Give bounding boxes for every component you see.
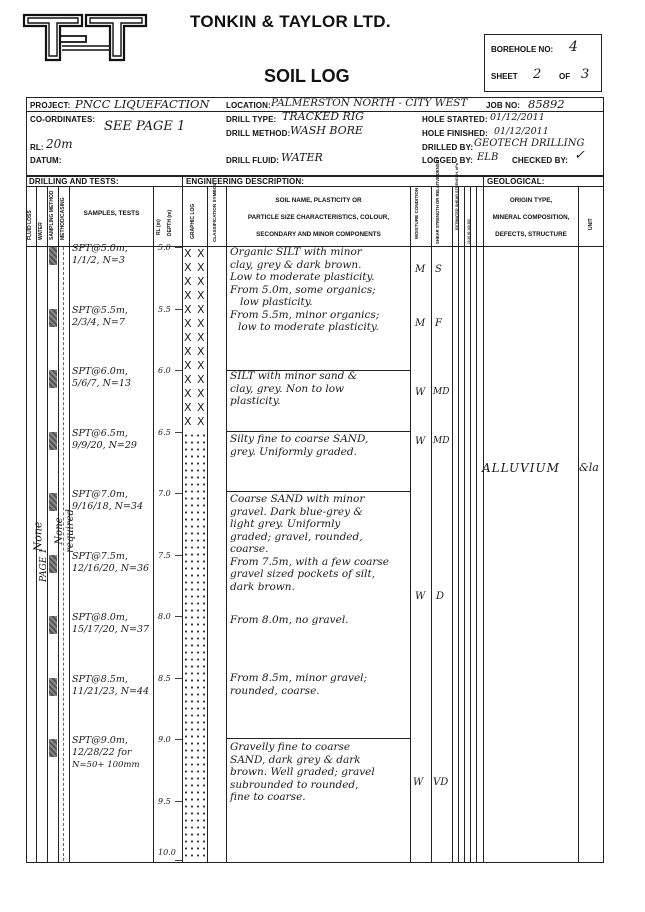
description-silty-sand <box>230 433 410 458</box>
hole-started-value: 01/12/2011 <box>490 112 545 123</box>
spt-marker <box>49 247 57 265</box>
sheet-label: SHEET <box>491 72 518 81</box>
col-graphic-log: GRAPHIC LOG <box>190 203 196 239</box>
depth-label: 10.0 <box>158 848 176 857</box>
density-value: D <box>436 591 445 602</box>
col-moisture: MOISTURE CONDITION <box>414 187 419 239</box>
desc-line: light grey. Uniformly <box>230 518 341 530</box>
engineering-section-title: ENGINEERING DESCRIPTION: <box>186 177 304 186</box>
col-origin <box>484 192 578 243</box>
graphic-log <box>183 247 207 861</box>
sample-line: 9/16/18, N=34 <box>72 501 144 512</box>
depth-label: 6.5 <box>158 427 171 437</box>
description-organic-silt <box>230 246 410 334</box>
desc-line: clay, grey & dark brown. <box>230 258 362 271</box>
depth-label: 9.0 <box>158 735 171 744</box>
sample-line: N=50+ 100mm <box>72 760 140 770</box>
sample-line: SPT@9.0m, <box>72 735 128 746</box>
description-8-5m <box>230 672 410 697</box>
job-number-value: 85892 <box>528 97 565 111</box>
company-name: TONKIN & TAYLOR LTD. <box>190 12 391 31</box>
col-soil-line1: SOIL NAME, PLASTICITY OR <box>275 197 362 204</box>
col-water: WATER <box>38 222 44 240</box>
sample-line: SPT@8.5m, <box>72 673 128 685</box>
col-classification: CLASSIFICATION SYMBOL <box>212 182 217 242</box>
desc-line: dark brown. <box>230 580 295 593</box>
density-value: MD <box>433 387 450 397</box>
desc-line: Low to moderate plasticity. <box>230 271 375 283</box>
col-shear-relative: SHEAR STRENGTH OR RELATIVE DENSITY <box>435 156 440 244</box>
description-gravelly-sand <box>230 741 410 804</box>
project-label: PROJECT: <box>30 101 71 110</box>
description-8m <box>230 614 410 627</box>
desc-line: Organic SILT with minor <box>230 246 362 258</box>
desc-line: low to moderate plasticity. <box>238 321 379 333</box>
depth-label: 8.0 <box>158 612 171 621</box>
depth-tick <box>175 801 182 802</box>
sheet-number: 2 <box>533 67 542 82</box>
desc-line: Gravelly fine to coarse <box>230 741 351 753</box>
desc-line: clay, grey. Non to low <box>230 382 345 395</box>
spt-marker <box>49 739 57 757</box>
moisture-value: W <box>415 436 426 447</box>
sample-entry <box>72 489 154 513</box>
geology-unit: &la <box>579 461 599 474</box>
sample-line: 12/28/22 for <box>72 747 132 758</box>
depth-label: 7.5 <box>158 550 171 560</box>
col-estimated-shear: ESTIMATED SHEAR STRENGTH, kPa <box>455 163 459 230</box>
rl-label: RL: <box>30 143 44 152</box>
sample-entry <box>72 551 154 575</box>
spt-marker <box>49 432 57 450</box>
sample-line: SPT@6.0m, <box>72 366 128 377</box>
drill-type-value: TRACKED RIG <box>282 110 364 123</box>
sample-line: SPT@7.0m, <box>72 489 128 500</box>
depth-tick <box>175 860 182 861</box>
drilled-by-value: GEOTECH DRILLING <box>474 138 585 149</box>
job-number-label: JOB NO: <box>486 101 521 110</box>
desc-line: gravel sized pockets of silt, <box>230 568 376 580</box>
density-value: MD <box>433 436 450 446</box>
depth-tick <box>175 370 182 371</box>
description-silt <box>230 370 410 408</box>
spt-marker <box>49 616 57 634</box>
col-method-casing: METHOD/CASING <box>60 197 66 240</box>
casing-note: None required <box>54 509 76 553</box>
document-title: SOIL LOG <box>264 66 350 86</box>
depth-tick <box>175 493 182 494</box>
depth-label: 5.0 <box>158 243 171 252</box>
desc-line: rounded, coarse. <box>230 684 320 697</box>
sample-entry <box>72 612 154 636</box>
col-samples-tests: SAMPLES, TESTS <box>83 210 140 217</box>
drill-fluid-label: DRILL FLUID: <box>226 156 280 165</box>
depth-label: 9.5 <box>158 796 171 806</box>
desc-line: SILT with minor sand & <box>230 370 358 382</box>
coordinates-label: CO-ORDINATES: <box>30 115 96 124</box>
sample-entry <box>72 674 154 698</box>
company-logo <box>22 12 148 70</box>
silt-pattern: X X X X X X X X X X X X X X X X X X X X X X X X X X <box>184 247 206 428</box>
drill-method-label: DRILL METHOD: <box>226 129 291 138</box>
depth-tick <box>175 678 182 679</box>
logged-by-value: ELB <box>477 152 499 163</box>
location-value: PALMERSTON NORTH - CITY WEST <box>271 97 468 109</box>
sample-line: 1/1/2, N=3 <box>72 255 125 266</box>
drill-fluid-value: WATER <box>281 151 323 164</box>
borehole-number: 4 <box>569 39 578 55</box>
desc-line: coarse. <box>230 543 269 555</box>
sample-entry <box>72 243 154 267</box>
desc-line: subrounded to rounded, <box>230 778 359 791</box>
col-rl: RL (m) <box>156 219 162 235</box>
col-soil-description <box>228 192 409 243</box>
moisture-value: W <box>413 777 424 788</box>
desc-line: low plasticity. <box>240 296 313 308</box>
coordinates-value: SEE PAGE 1 <box>104 119 186 134</box>
sample-line: 15/17/20, N=37 <box>72 624 150 635</box>
desc-line: brown. Well graded; gravel <box>230 766 375 778</box>
sample-line: 9/9/20, N=29 <box>72 439 137 451</box>
sample-line: 12/16/20, N=36 <box>72 562 150 574</box>
depth-label: 7.0 <box>158 489 171 498</box>
description-coarse-sand <box>230 493 410 593</box>
density-value: F <box>435 318 442 329</box>
sheet-of-label: OF <box>559 72 571 81</box>
desc-line: plasticity. <box>230 395 281 407</box>
sheet-total: 3 <box>581 67 590 82</box>
depth-label: 8.5 <box>158 673 171 683</box>
drilling-section-title: DRILLING AND TESTS: <box>29 177 119 186</box>
desc-line: From 5.0m, some organics; <box>230 283 376 296</box>
fluid-loss-note: None <box>31 521 45 552</box>
desc-line: graded; gravel, rounded, <box>230 530 363 543</box>
hole-started-label: HOLE STARTED: <box>422 115 488 124</box>
desc-line: From 8.0m, no gravel. <box>230 614 349 626</box>
drill-method-value: WASH BORE <box>290 124 363 137</box>
col-sampling-method: SAMPLING METHOD <box>49 190 55 240</box>
depth-tick <box>175 432 182 433</box>
checked-by-label: CHECKED BY: <box>512 156 569 165</box>
desc-line: Coarse SAND with minor <box>230 493 365 505</box>
depth-tick <box>175 616 182 617</box>
datum-label: DATUM: <box>30 156 62 165</box>
borehole-box <box>484 34 602 92</box>
col-unit: UNIT <box>588 218 594 230</box>
desc-line: Silty fine to coarse SAND, <box>230 433 369 445</box>
depth-tick <box>175 247 182 248</box>
moisture-value: M <box>415 264 426 275</box>
col-origin-line2: MINERAL COMPOSITION, <box>492 214 570 221</box>
sample-line: 2/3/4, N=7 <box>72 316 125 328</box>
sample-line: 5/6/7, N=13 <box>72 378 131 389</box>
sample-entry <box>72 428 154 452</box>
geology-origin: ALLUVIUM <box>482 461 560 475</box>
logged-by-label: LOGGED BY: <box>422 156 474 165</box>
density-value: S <box>435 264 442 275</box>
sample-line: SPT@5.0m, <box>72 243 128 254</box>
sample-line: 11/21/23, N=44 <box>72 685 150 697</box>
location-label: LOCATION: <box>226 101 271 110</box>
hole-finished-label: HOLE FINISHED: <box>422 129 488 138</box>
desc-line: grey. Uniformly graded. <box>230 445 357 458</box>
sample-line: SPT@8.0m, <box>72 612 128 623</box>
desc-line: From 5.5m, minor organics; <box>230 308 380 321</box>
sample-entry <box>72 366 154 390</box>
col-fluid-loss: FLUID LOSS <box>27 210 33 240</box>
depth-tick <box>175 555 182 556</box>
desc-line: From 7.5m, with a few coarse <box>230 555 390 568</box>
drilled-by-label: DRILLED BY: <box>422 143 474 152</box>
drill-type-label: DRILL TYPE: <box>226 115 277 124</box>
checked-by-value: ✓ <box>574 148 585 163</box>
depth-tick <box>175 739 182 740</box>
col-origin-line1: ORIGIN TYPE, <box>509 197 553 204</box>
density-value: VD <box>433 777 449 788</box>
desc-line: SAND, dark grey & dark <box>230 753 361 766</box>
desc-line: gravel. Dark blue-grey & <box>230 505 363 518</box>
moisture-value: W <box>415 591 426 602</box>
desc-line: From 8.5m, minor gravel; <box>230 672 368 684</box>
moisture-value: W <box>415 387 426 398</box>
project-value: PNCC LIQUEFACTION <box>75 97 210 111</box>
depth-label: 6.0 <box>158 366 171 375</box>
geological-section-title: GEOLOGICAL: <box>487 177 545 186</box>
sand-pattern <box>183 432 207 861</box>
sample-line: SPT@5.5m, <box>72 304 128 316</box>
borehole-label: BOREHOLE NO: <box>491 45 554 54</box>
spt-marker <box>49 678 57 696</box>
col-soil-line3: SECONDARY AND MINOR COMPONENTS <box>256 231 381 238</box>
desc-line: fine to coarse. <box>230 791 306 803</box>
col-depth: DEPTH (m) <box>167 209 173 236</box>
sample-entry <box>72 305 154 329</box>
col-soil-line2: PARTICLE SIZE CHARACTERISTICS, COLOUR, <box>247 214 390 221</box>
sample-entry <box>72 735 154 771</box>
rl-value: 20m <box>46 137 73 151</box>
hole-finished-value: 01/12/2011 <box>494 126 549 137</box>
spt-marker <box>49 370 57 388</box>
sample-line: SPT@7.5m, <box>72 550 128 562</box>
moisture-value: M <box>415 318 426 329</box>
depth-tick <box>175 309 182 310</box>
spt-marker <box>49 309 57 327</box>
sample-line: SPT@6.5m, <box>72 427 128 439</box>
water-note: PAGE 1 <box>39 547 49 583</box>
col-shear-scale: 10 25 50 100 200 <box>467 219 471 244</box>
depth-label: 5.5 <box>158 304 171 314</box>
col-origin-line3: DEFECTS, STRUCTURE <box>495 231 567 238</box>
